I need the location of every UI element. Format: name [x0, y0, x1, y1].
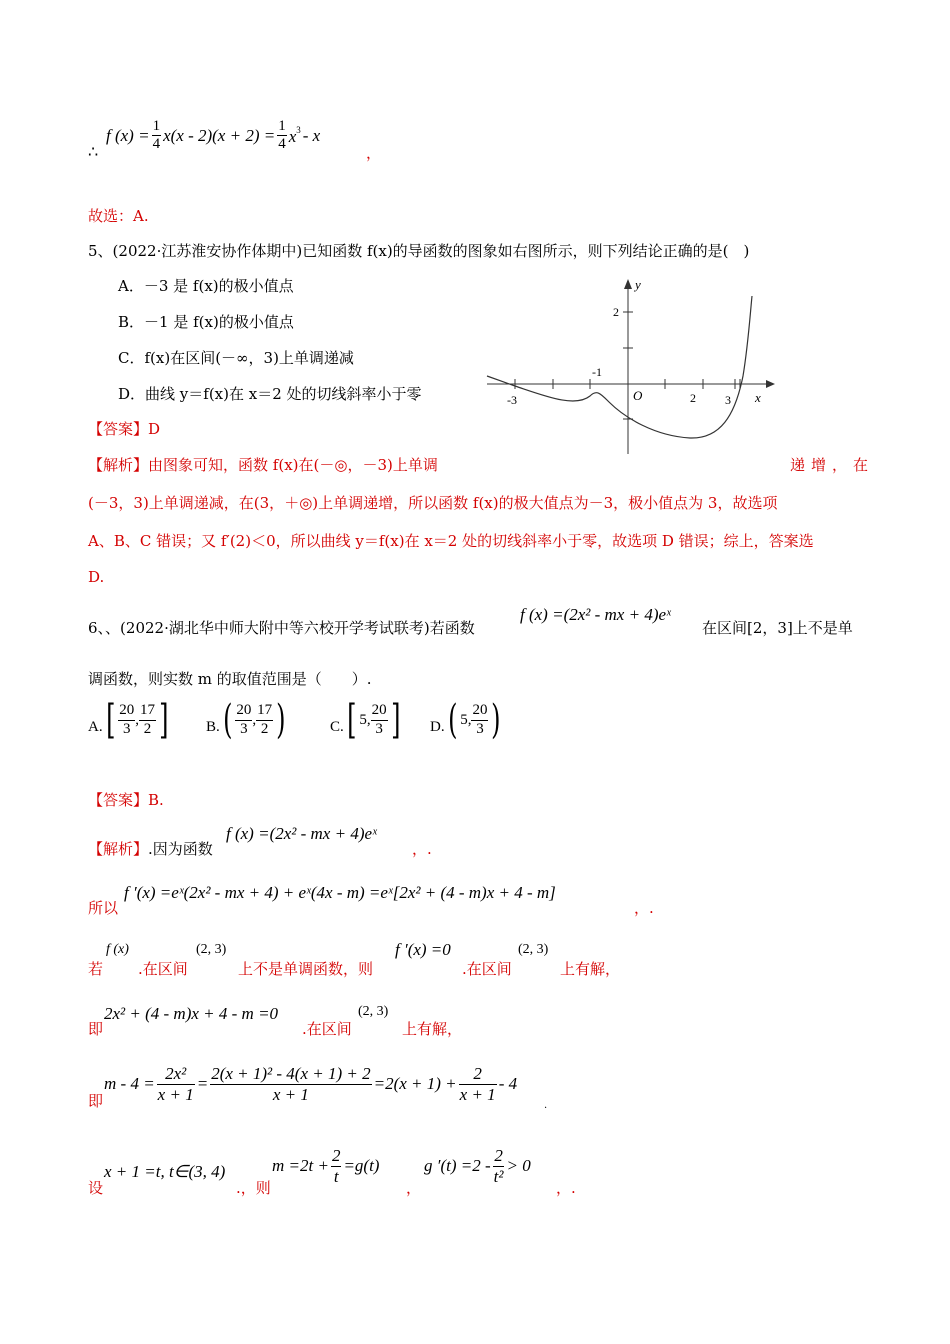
- answer-value: D: [148, 420, 161, 438]
- q6-l2-pre: 所以: [88, 899, 119, 917]
- q5-option-c: C．f(x)在区间(－∞，3)上单调递减: [118, 349, 354, 367]
- q6-l4-b: 上有解，: [402, 1020, 463, 1038]
- q6-option-a: A. [ $\frac{20}{3}$ , $\frac{17}{2}$ ]: [88, 697, 169, 743]
- q5-stem: 5、(2022·江苏淮安协作体期中)已知函数 f(x)的导函数的图象如右图所示，则下列结论正确的是( ): [88, 242, 750, 260]
- q6-l3-f: f (x): [106, 942, 129, 957]
- q6-l5-pre: 即: [88, 1092, 104, 1110]
- q5-option-a: A．－3 是 f(x)的极小值点: [118, 277, 294, 295]
- x-axis-arrow: [766, 380, 775, 388]
- answer-tag: 【答案】: [88, 420, 149, 438]
- derivative-graph: [485, 276, 780, 456]
- q5-answer: [88, 418, 160, 439]
- q6-l4-equation: 2x² + (4 - m)x + 4 - m =0: [104, 1004, 279, 1023]
- q6-l6-comma: ，: [406, 1179, 422, 1197]
- formula-comma: ，: [366, 144, 382, 162]
- q6-l3-fprime: f ′(x) =0: [395, 940, 451, 959]
- therefore-symbol: ∴: [88, 142, 99, 161]
- q6-l3-interval: (2, 3): [196, 942, 227, 957]
- q6-analysis-func: f (x) =(2x² - mx + 4)eˣ: [226, 824, 377, 843]
- q6-l4-a: .在区间: [302, 1020, 352, 1038]
- q5-analysis-line4: D.: [88, 568, 105, 586]
- x-tick-2: 2: [690, 391, 696, 405]
- q6-l3-pre: 若: [88, 960, 104, 978]
- q6-l6-end: ，.: [556, 1179, 576, 1197]
- q6-l2-derivative: f ′(x) =eˣ(2x² - mx + 4) + eˣ(4x - m) =eˣ[2x² + (4 - m)x + 4 - m]: [124, 883, 556, 902]
- q6-l3-d: 上有解，: [560, 960, 621, 978]
- x-axis-label: x: [755, 390, 761, 405]
- q6-l6-pre: 设: [88, 1179, 104, 1197]
- q6-l6-substitution: x + 1 =t, t∈(3, 4): [104, 1162, 226, 1181]
- q6-l3-b: 上不是单调函数，则: [238, 960, 374, 978]
- q6-stem-a: 6、、(2022·湖北华中师大附中等六校开学考试联考)若函数: [88, 619, 475, 637]
- derivative-curve: [487, 296, 752, 438]
- q6-function: f (x) =(2x² - mx + 4)eˣ: [520, 605, 671, 624]
- q6-l6-g-def: m =2t + $\frac{2}{t}$ =g(t): [272, 1146, 380, 1186]
- q6-l6-then: .，则: [236, 1179, 271, 1197]
- q6-l3-a: .在区间: [138, 960, 188, 978]
- q6-l6-gprime: g ′(t) =2 - $\frac{2}{\text{t²}}$ > 0: [424, 1146, 531, 1186]
- q6-stem-c: 调函数，则实数 m 的取值范围是（ ）.: [88, 670, 372, 688]
- x-tick-neg1: -1: [592, 365, 602, 379]
- q6-option-c: C. [ 5 , $\frac{20}{3}$ ]: [330, 697, 401, 743]
- x-tick-neg3: -3: [507, 393, 517, 407]
- q5-analysis-line2: (－3，3)上单调递减，在(3，＋◎)上单调递增，所以函数 f(x)的极大值点为－3，极小值点为 3，故选项: [88, 494, 778, 512]
- q6-answer: 【答案】B.: [88, 791, 164, 809]
- x-tick-3: 3: [725, 393, 731, 407]
- f-expanded-formula: f (x) = $\frac{1}{4}$ x(x - 2)(x + 2) = $\frac{1}{4}$ $x^3$ - x: [106, 118, 321, 153]
- choose-answer: 故选：A.: [88, 207, 149, 225]
- q6-stem-b: 在区间[2，3]上不是单: [702, 619, 853, 637]
- y-tick-2: 2: [613, 305, 619, 319]
- origin-label: O: [633, 388, 643, 403]
- q6-l5-equation: m - 4 = $\frac{\text{2x²}}{x + 1}$ = $\frac{\text{2(x + 1)² - 4(x + 1) + 2}}{x + 1}$ =2(x + 1) + $\frac{2}{x + 1}$ - 4: [104, 1064, 518, 1104]
- q6-l3-interval2: (2, 3): [518, 942, 549, 957]
- q6-l5-end: .: [544, 1100, 548, 1111]
- q5-analysis-line1: 【解析】由图象可知，函数 f(x)在(－◎，－3)上单调: [88, 456, 438, 474]
- q6-option-b: B. ( $\frac{20}{3}$ , $\frac{17}{2}$ ): [206, 697, 286, 743]
- q5-option-b: B．－1 是 f(x)的极小值点: [118, 313, 294, 331]
- y-axis-label: y: [635, 277, 641, 292]
- y-axis-arrow: [624, 279, 632, 289]
- q5-analysis-line3: A、B、C 错误；又 f′(2)＜0，所以曲线 y＝f(x)在 x＝2 处的切线斜率小于零，故选项 D 错误；综上，答案选: [88, 532, 814, 550]
- q6-option-d: D. ( 5 , $\frac{20}{3}$ ): [430, 697, 501, 743]
- q6-l4-interval: (2, 3): [358, 1004, 389, 1019]
- q5-analysis-line1b: 递增，在: [790, 456, 875, 474]
- q6-l4-pre: 即: [88, 1020, 104, 1038]
- q5-option-d: D．曲线 y＝f(x)在 x＝2 处的切线斜率小于零: [118, 385, 422, 403]
- q6-l2-end: ，.: [634, 899, 654, 917]
- q6-analysis-l1-end: ，.: [412, 840, 432, 858]
- q6-analysis-tag: 【解析】.因为函数: [88, 840, 213, 858]
- q6-l3-c: .在区间: [462, 960, 512, 978]
